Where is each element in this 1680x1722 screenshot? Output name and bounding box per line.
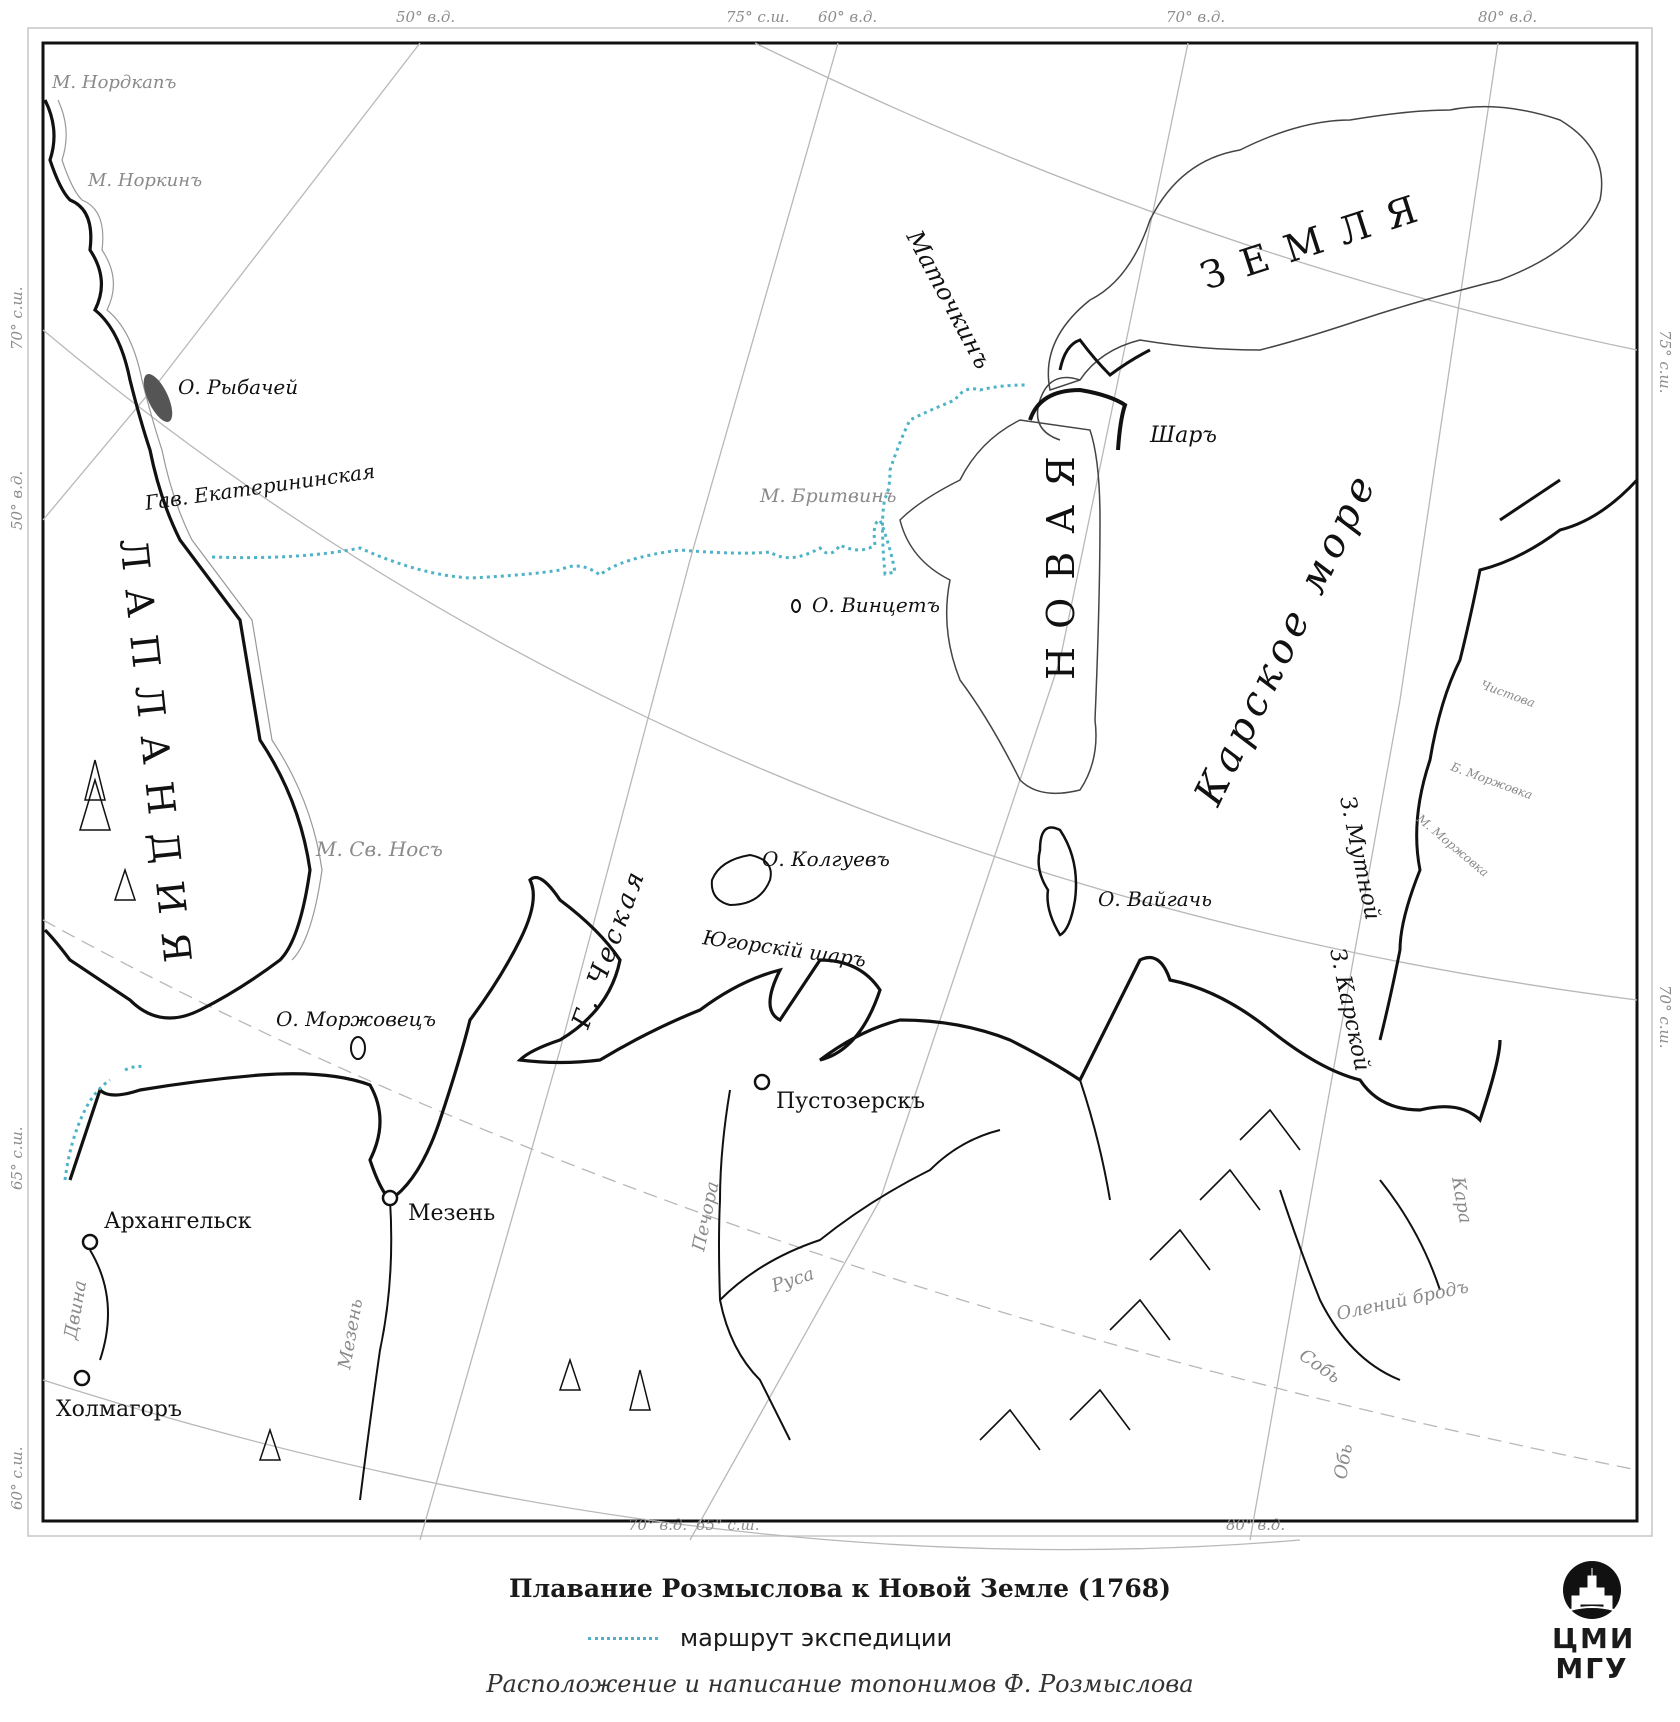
white-sea-coast (70, 878, 1500, 1201)
morzhovets-island (351, 1037, 365, 1059)
coord-right-75n: 75° с.ш. (1656, 330, 1674, 394)
map-title: Плавание Розмыслова к Новой Земле (1768) (509, 1574, 1171, 1603)
label-m-norkin: М. Норкинъ (88, 170, 203, 191)
logo-line-2: МГУ (1555, 1652, 1629, 1685)
label-dvina: Двина (60, 1278, 92, 1341)
coord-top-75n: 75° с.ш. (726, 8, 790, 26)
label-pechora: Печора (688, 1179, 724, 1254)
ural-mountains (980, 1110, 1300, 1450)
cmi-msu-logo (1552, 1560, 1636, 1685)
legend-route-swatch (588, 1637, 658, 1640)
label-m-sv-nos: М. Св. Носъ (316, 837, 443, 861)
label-z-mutnoi: З. Мутной (1334, 794, 1385, 923)
label-b-morzhovka: Б. Моржовка (1448, 759, 1535, 803)
label-rusa: Руса (769, 1263, 817, 1297)
label-matochkin: Маточкинъ (900, 225, 998, 374)
label-laplandia: ЛАПЛАНДИЯ (111, 536, 202, 983)
label-mezen-town: Мезень (408, 1201, 496, 1226)
label-zemlya: ЗЕМЛЯ (1195, 181, 1440, 299)
label-kholmagor: Холмагоръ (56, 1397, 182, 1422)
label-g-cheskaya: Г. Ческая (566, 864, 653, 1033)
rybachei-island (138, 370, 178, 426)
label-o-rybachei: О. Рыбачей (178, 375, 299, 399)
coord-left-50: 50° в.д. (8, 470, 26, 530)
vaigach-island (1039, 828, 1076, 936)
coord-left-60n: 60° с.ш. (8, 1446, 26, 1510)
label-oleniy-brod: Олений бродъ (1334, 1276, 1471, 1325)
coord-left-70n: 70° с.ш. (8, 286, 26, 350)
toponym-note: Расположение и написание топонимов Ф. Розмыслова (486, 1670, 1194, 1698)
label-m-nordkap: М. Нордкапъ (52, 72, 177, 93)
map-labels (51, 72, 1537, 1481)
msu-building-icon (1562, 1560, 1622, 1620)
label-arkhangelsk: Архангельск (104, 1209, 252, 1234)
label-ob: Обь (1330, 1442, 1358, 1481)
legend (588, 1624, 952, 1652)
label-o-vintset: О. Винцетъ (812, 593, 940, 617)
coord-top-50: 50° в.д. (396, 8, 456, 26)
coord-bottom-65n: 65° с.ш. (696, 1516, 760, 1534)
coord-top-70: 70° в.д. (1166, 8, 1226, 26)
label-novaya: НОВАЯ (1039, 438, 1083, 680)
label-o-kolguev: О. Колгуевъ (762, 847, 890, 871)
rivers (90, 1080, 1440, 1500)
label-m-britvin: М. Бритвинъ (760, 485, 897, 507)
label-m-morzhovka: М. Моржовка (1414, 811, 1492, 880)
label-yugorsky-shar: Югорскій шаръ (701, 925, 868, 972)
coord-top-60: 60° в.д. (818, 8, 878, 26)
coord-left-65n: 65° с.ш. (8, 1126, 26, 1190)
label-shar: Шаръ (1150, 423, 1217, 448)
yamal-coast (1380, 480, 1637, 1040)
label-sob: Собь (1295, 1344, 1345, 1389)
label-karskoe-more: Карское море (1185, 463, 1388, 813)
label-kara: Кара (1447, 1175, 1476, 1226)
label-mezen-river: Мезень (334, 1297, 368, 1371)
coord-bottom-80: 80° в.д. (1226, 1516, 1286, 1534)
coord-top-80: 80° в.д. (1478, 8, 1538, 26)
coord-right-70n: 70° с.ш. (1656, 985, 1674, 1049)
coord-bottom-70: 70° в.д. (628, 1516, 688, 1534)
graticule (43, 43, 1637, 1550)
label-o-vaigach: О. Вайгачь (1098, 887, 1212, 911)
vintset-island (792, 600, 800, 612)
label-o-morzhovets: О. Моржовецъ (276, 1007, 436, 1031)
logo-line-1: ЦМИ (1552, 1622, 1636, 1655)
label-pustozersk: Пустозерскъ (776, 1089, 926, 1114)
legend-route-label: маршрут экспедиции (680, 1624, 953, 1652)
label-gav-ekaterininskaya: Гав. Екатерининская (143, 458, 377, 515)
label-chistova: Чистова (1478, 677, 1537, 711)
label-z-karskoi: З. Карской (1324, 946, 1375, 1074)
